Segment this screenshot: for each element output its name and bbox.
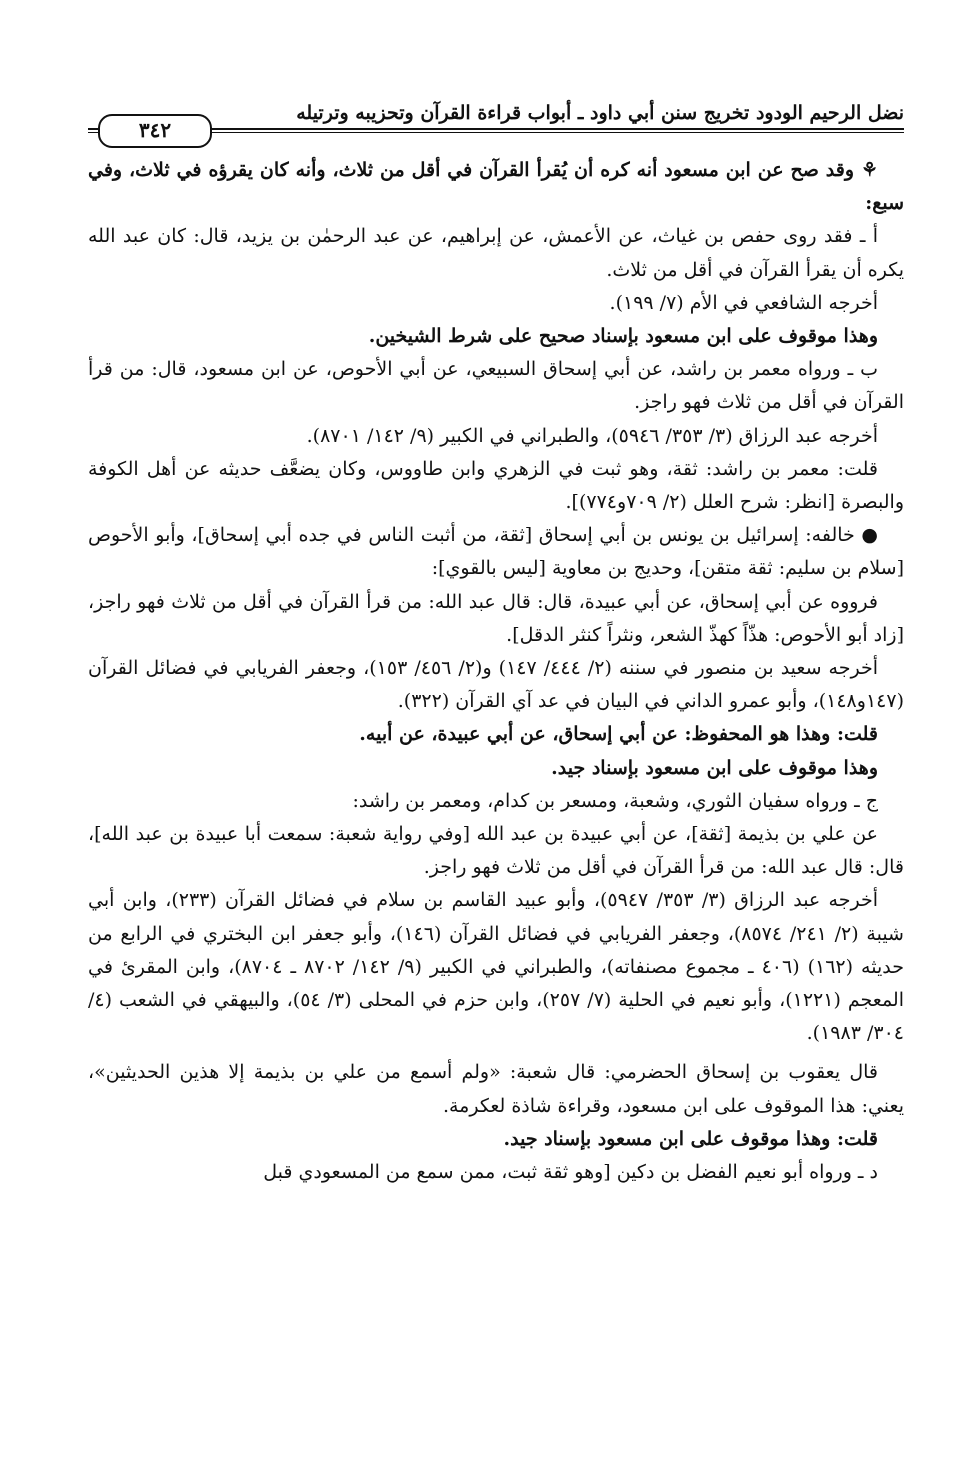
- body-text: [88, 154, 904, 1189]
- paragraph: ● خالفه: إسرائيل بن يونس بن أبي إسحاق [ثقة، من أثبت الناس في جده أبي إسحاق]، وأبو الأحوص [سلام بن سليم: ثقة متقن]، وحديج بن معاوية [ليس بالقوي]:: [88, 524, 904, 580]
- paragraph: فرووه عن أبي إسحاق، عن أبي عبيدة، قال: قال عبد الله: من قرأ القرآن في أقل من ثلاث فهو راجز، [زاد أبو الأحوص: هذّاً كهذّ الشعر، ونثراً كنثر الدقل].: [88, 590, 904, 646]
- running-title: نضل الرحيم الودود تخريج سنن أبي داود ـ أبواب قراءة القرآن وتحزيبه وترتيله: [296, 102, 904, 124]
- paragraph: أخرجه عبد الرزاق (٣/ ٣٥٣/ ٥٩٤٦)، والطبراني في الكبير (٩/ ١٤٢/ ٨٧٠١).: [306, 424, 878, 447]
- paragraph: عن علي بن بذيمة [ثقة]، عن أبي عبيدة بن عبد الله [وفي رواية شعبة: سمعت أبا عبيدة بن عبد الله]، قال: قال عبد الله: من قرأ القرآن في أقل من ثلاث فهو راجز.: [88, 823, 904, 879]
- paragraph: ب ـ ورواه معمر بن راشد، عن أبي إسحاق السبيعي، عن أبي الأحوص، عن ابن مسعود، قال: من قرأ القرآن في أقل من ثلاث فهو راجز.: [88, 358, 904, 414]
- paragraph: قلت: معمر بن راشد: ثقة، وهو ثبت في الزهري وابن طاووس، وكان يضعَّف حديثه عن أهل الكوفة والبصرة [انظر: شرح العلل (٢/ ٧٠٩و٧٧٤)].: [88, 457, 904, 514]
- paragraph: د ـ ورواه أبو نعيم الفضل بن دكين [وهو ثقة ثبت، ممن سمع من المسعودي قبل: [263, 1161, 878, 1184]
- paragraph: أخرجه الشافعي في الأم (٧/ ١٩٩).: [609, 291, 878, 314]
- paragraph: أ ـ فقد روى حفص بن غياث، عن الأعمش، عن إبراهيم، عن عبد الرحمٰن بن يزيد، قال: كان عبد الله يكره أن يقرأ القرآن في أقل من ثلاث.: [88, 225, 904, 281]
- paragraph: ج ـ ورواه سفيان الثوري، وشعبة، ومسعر بن كدام، ومعمر بن راشد:: [352, 789, 878, 812]
- paragraph: أخرجه سعيد بن منصور في سننه (٢/ ٤٤٤/ ١٤٧) و(٢/ ٤٥٦/ ١٥٣)، وجعفر الفريابي في فضائل القرآن (١٤٧و١٤٨)، وأبو عمرو الداني في البيان في عد آي القرآن (٣٢٢).: [88, 657, 904, 713]
- paragraph: ⚘ وقد صح عن ابن مسعود أنه كره أن يُقرأ القرآن في أقل من ثلاث، وأنه كان يقرؤه في ثلاث، وفي سبع:: [88, 159, 904, 215]
- paragraph: وهذا موقوف على ابن مسعود بإسناد صحيح على شرط الشيخين.: [368, 325, 878, 348]
- paragraph: قال يعقوب بن إسحاق الحضرمي: قال شعبة: «ولم أسمع من علي بن بذيمة إلا هذين الحديثين»، يعني: هذا الموقوف على ابن مسعود، وقراءة شاذة لعكرمة.: [88, 1061, 904, 1117]
- paragraph: أخرجه عبد الرزاق (٣/ ٣٥٣/ ٥٩٤٧)، وأبو عبيد القاسم بن سلام في فضائل القرآن (٢٣٣)، وابن أبي شيبة (٢/ ٢٤١/ ٨٥٧٤)، وجعفر الفريابي في فضائل القرآن (١٤٦)، وأبو جعفر ابن البختري في الرابع من حديثه (١٦٢) (٤٠٦ ـ مجموع مصنفاته)، والطبراني في الكبير (٩/ ١٤٢/ ٨٧٠٢ ـ ٨٧٠٤)، وابن المقرئ في المعجم (١٢٢١)، وأبو نعيم في الحلية (٧/ ٢٥٧)، وابن حزم في المحلى (٣/ ٥٤)، والبيهقي في الشعب (٤/ ٣٠٤/ ١٩٨٣).: [88, 889, 904, 1045]
- page: [88, 92, 904, 1189]
- paragraph: قلت: وهذا هو المحفوظ: عن أبي إسحاق، عن أبي عبيدة، عن أبيه.: [359, 723, 878, 746]
- paragraph: قلت: وهذا موقوف على ابن مسعود بإسناد جيد.: [503, 1127, 878, 1150]
- page-number: ٣٤٢: [98, 114, 212, 148]
- paragraph: وهذا موقوف على ابن مسعود بإسناد جيد.: [551, 756, 878, 779]
- running-header: [88, 92, 904, 154]
